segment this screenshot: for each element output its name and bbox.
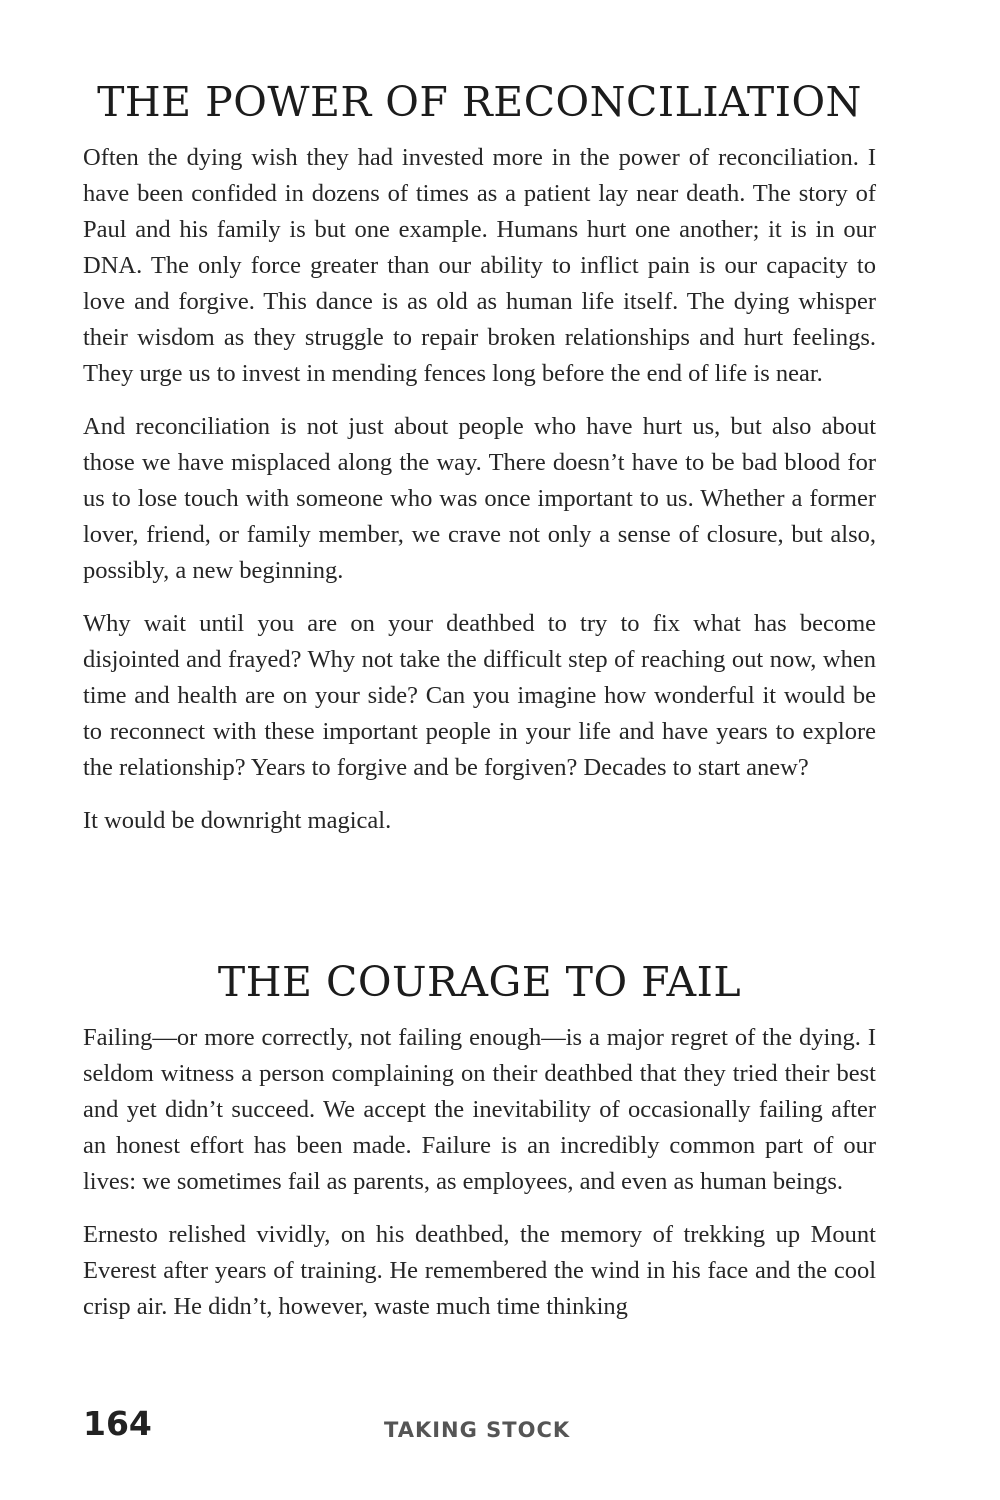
section-courage-to-fail xyxy=(83,952,876,1342)
paragraph: Ernesto relished vividly, on his deathbed, the memory of trekking up Mount Everest after years of training. He remembered the wind in his face and the cool crisp air. He didn’t, however, waste much time thinking xyxy=(83,1221,876,1320)
paragraph: Why wait until you are on your deathbed to try to fix what has become disjointed and frayed? Why not take the difficult step of reaching out now, when time and health are on your side? Can you imagine how wonderful it would be to reconnect with these important people in your life and have years to explore the relationship? Years to forgive and be forgiven? Decades to start anew? xyxy=(83,610,876,781)
paragraph: Failing—or more correctly, not failing enough—is a major regret of the dying. I seldom witness a person complaining on their deathbed that they tried their best and yet didn’t succeed. We accept the inevitability of occasionally failing after an honest effort has been made. Failure is an incredibly common part of our lives: we sometimes fail as parents, as employees, and even as human beings. xyxy=(83,1024,876,1195)
paragraph: It would be downright magical. xyxy=(83,807,392,834)
section-heading: THE COURAGE TO FAIL xyxy=(217,958,742,1006)
running-footer-title: TAKING STOCK xyxy=(384,1418,571,1442)
paragraph: And reconciliation is not just about people who have hurt us, but also about those we have misplaced along the way. There doesn’t have to be bad blood for us to lose touch with someone who was once important to us. Whether a former lover, friend, or family member, we crave not only a sense of closure, but also, possibly, a new beginning. xyxy=(83,413,876,584)
section-heading: THE POWER OF RECONCILIATION xyxy=(97,78,862,126)
paragraph: Often the dying wish they had invested more in the power of reconciliation. I have been confided in dozens of times as a patient lay near death. The story of Paul and his family is but one example. Humans hurt one another; it is in our DNA. The only force greater than our ability to inflict pain is our capacity to love and forgive. This dance is as old as human life itself. The dying whisper their wisdom as they struggle to repair broken relationships and hurt feelings. They urge us to invest in mending fences long before the end of life is near. xyxy=(83,144,876,387)
section-power-of-reconciliation xyxy=(83,72,876,856)
page-number: 164 xyxy=(83,1404,152,1443)
